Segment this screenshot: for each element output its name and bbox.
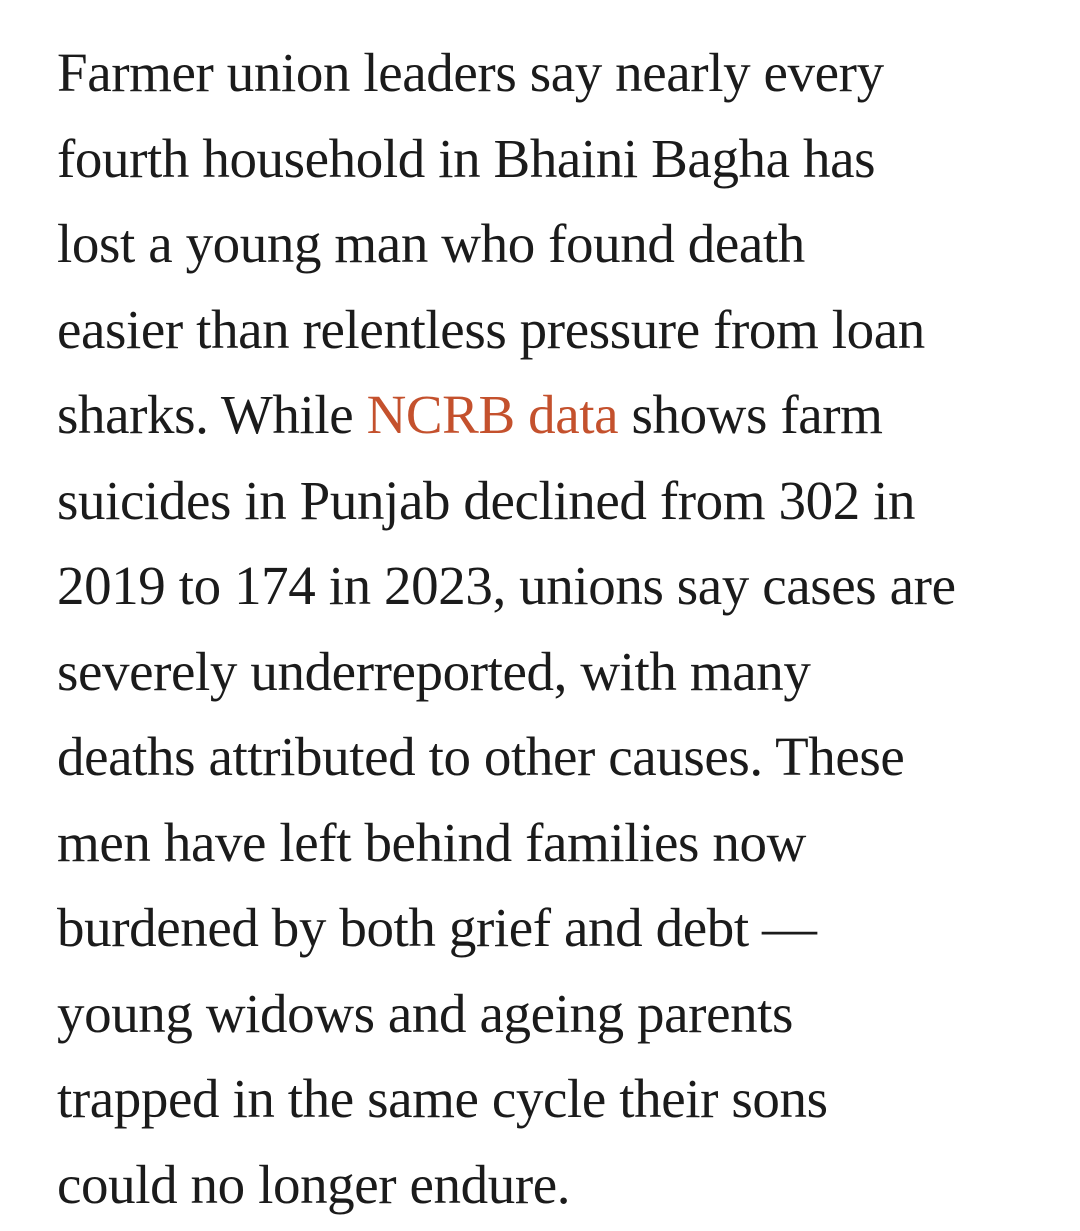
- paragraph-line: trapped in the same cycle their sons: [57, 1068, 828, 1129]
- paragraph-line: Farmer union leaders say nearly every: [57, 42, 884, 103]
- paragraph-line: burdened by both grief and debt —: [57, 897, 817, 958]
- paragraph-line: easier than relentless pressure from loan: [57, 298, 925, 360]
- paragraph-line: suicides in Punjab declined from 302 in: [57, 469, 916, 531]
- paragraph-text: sharks. While: [57, 384, 367, 445]
- paragraph-text: shows farm: [618, 384, 883, 445]
- paragraph-line: severely underreported, with many: [57, 640, 811, 702]
- paragraph-line: deaths attributed to other causes. These: [57, 726, 905, 787]
- paragraph-line: could no longer endure.: [57, 1153, 571, 1215]
- paragraph-line: young widows and ageing parents: [57, 982, 794, 1044]
- paragraph-line-with-link: [57, 372, 1057, 458]
- paragraph-line: lost a young man who found death: [57, 213, 805, 274]
- ncrb-data-link[interactable]: NCRB data: [366, 384, 619, 445]
- paragraph-line: men have left behind families now: [57, 811, 806, 873]
- article-paragraph: [57, 30, 1057, 1227]
- paragraph-line: fourth household in Bhaini Bagha has: [57, 127, 876, 189]
- paragraph-line: 2019 to 174 in 2023, unions say cases are: [57, 555, 956, 616]
